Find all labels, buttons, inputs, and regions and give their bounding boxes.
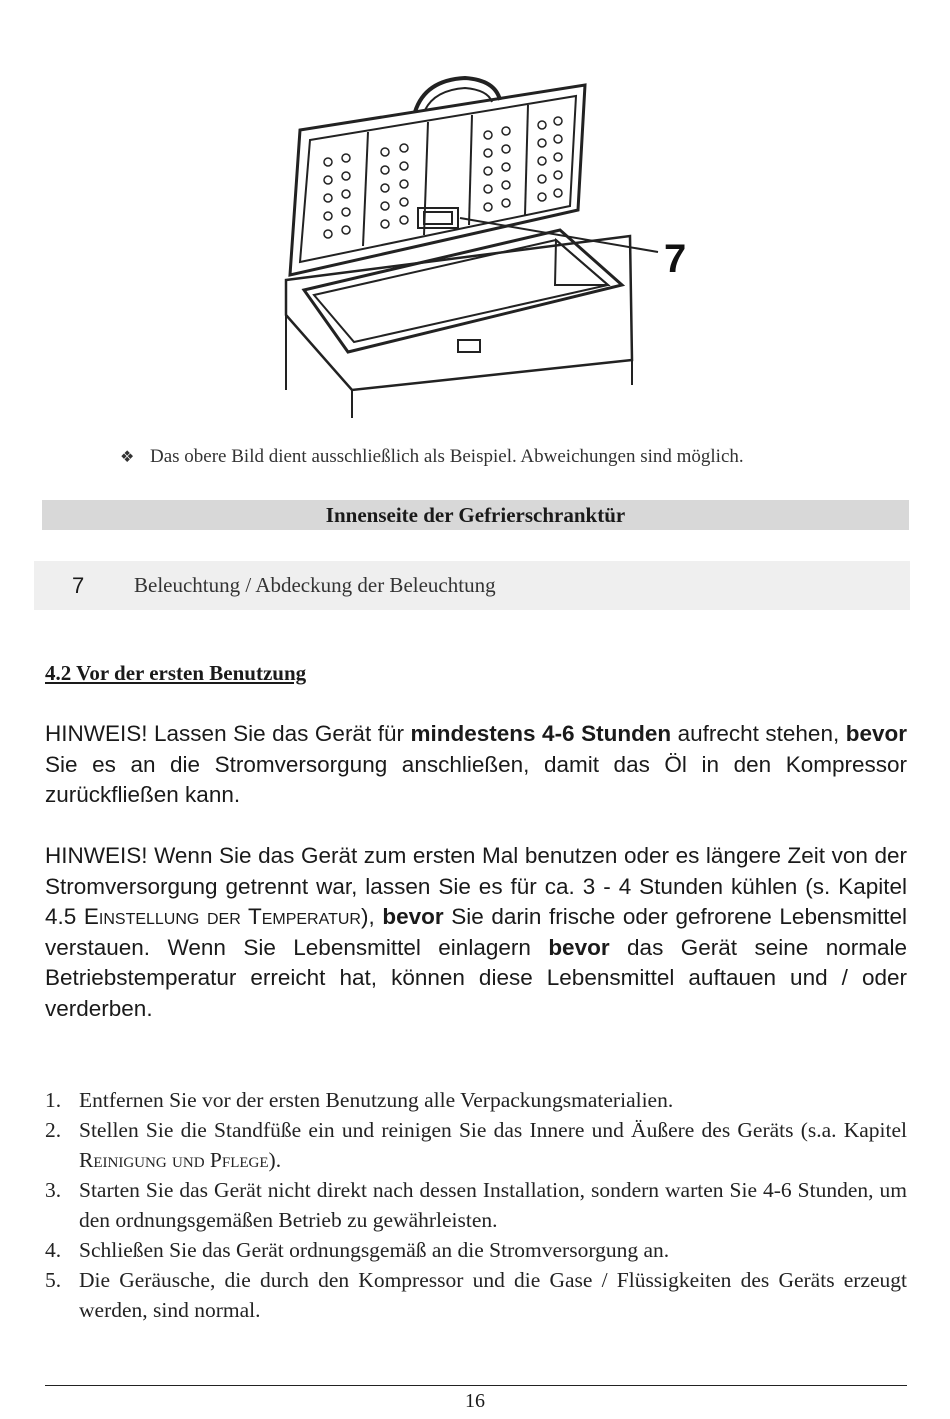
paragraph-text: Lassen Sie das Gerät für xyxy=(147,721,411,746)
setup-steps-list xyxy=(45,1085,907,1325)
list-item-number: 1. xyxy=(45,1088,62,1112)
footer-divider xyxy=(45,1385,907,1386)
list-item xyxy=(45,1115,907,1175)
section-heading: 4.2 Vor der ersten Benutzung xyxy=(45,661,307,685)
paragraph-text: Wenn Sie das Gerät zum ersten Mal benutzen oder es längere Zeit von der Stromversorgung getrennt war, lassen Sie es für ca. 3 - 4 Stunden kühlen (s. Kapitel 4.5 xyxy=(45,843,907,929)
list-item xyxy=(45,1265,907,1325)
list-item-number: 4. xyxy=(45,1238,62,1262)
image-disclaimer-note xyxy=(120,446,744,468)
legend-row xyxy=(34,561,910,610)
list-item-text: Die Geräusche, die durch den Kompressor und die Gase / Flüssigkeiten des Geräts erzeugt werden, sind normal. xyxy=(79,1268,907,1322)
paragraph-bold-text: bevor xyxy=(548,934,610,960)
paragraph-text: Sie es an die Stromversorgung anschließen, damit das Öl in den Kompressor zurückfließen kann. xyxy=(45,751,907,807)
list-item xyxy=(45,1175,907,1235)
paragraph-bold-text: bevor xyxy=(382,904,444,929)
notice-paragraph-2 xyxy=(45,841,907,1024)
legend-row-number: 7 xyxy=(72,573,85,598)
list-item-number: 2. xyxy=(45,1118,62,1142)
list-item-text: Stellen Sie die Standfüße ein und reinigen Sie das Innere und Äußere des Geräts (s.a. Kapitel xyxy=(79,1118,907,1142)
paragraph-text: das Gerät seine normale Betriebstemperatur erreicht hat, können diese Lebensmittel auftauen und / oder verderben. xyxy=(45,934,907,1021)
legend-row-text: Beleuchtung / Abdeckung der Beleuchtung xyxy=(134,573,496,597)
chapter-reference: Reinigung und Pflege xyxy=(79,1148,269,1172)
list-item-number: 5. xyxy=(45,1268,62,1292)
chapter-reference: Einstellung der Temperatur xyxy=(83,904,361,929)
paragraph-text: aufrecht stehen, xyxy=(671,721,846,746)
paragraph-text: Sie darin frische oder gefrorene Lebensmittel verstauen. Wenn Sie Lebensmittel einlagern xyxy=(45,904,907,960)
callout-number: 7 xyxy=(664,237,687,281)
list-item xyxy=(45,1085,907,1115)
list-item-text: Starten Sie das Gerät nicht direkt nach dessen Installation, sondern warten Sie 4-6 Stunden, um den ordnungsgemäßen Betrieb zu gewährleisten. xyxy=(79,1178,907,1232)
notice-paragraph-1 xyxy=(45,719,907,811)
note-text: Das obere Bild dient ausschließlich als Beispiel. Abweichungen sind möglich. xyxy=(150,446,744,467)
diamond-bullet-icon: ❖ xyxy=(120,447,135,466)
list-item xyxy=(45,1235,907,1265)
paragraph-bold-text: mindestens 4-6 Stunden xyxy=(410,721,672,746)
notice-label: HINWEIS! xyxy=(45,721,148,746)
page-number: 16 xyxy=(465,1390,485,1412)
legend-table-title: Innenseite der Gefrierschranktür xyxy=(42,500,909,530)
chest-freezer-illustration xyxy=(250,40,710,420)
notice-label: HINWEIS! xyxy=(45,843,148,868)
paragraph-bold-text: bevor xyxy=(845,721,908,746)
list-item-text: ). xyxy=(268,1148,282,1172)
list-item-text: Entfernen Sie vor der ersten Benutzung alle Verpackungsmaterialien. xyxy=(79,1088,674,1112)
chest-freezer-open-lid-illustration xyxy=(250,40,710,420)
paragraph-text: ), xyxy=(360,904,383,929)
list-item-text: Schließen Sie das Gerät ordnungsgemäß an die Stromversorgung an. xyxy=(79,1238,670,1262)
list-item-number: 3. xyxy=(45,1178,62,1202)
